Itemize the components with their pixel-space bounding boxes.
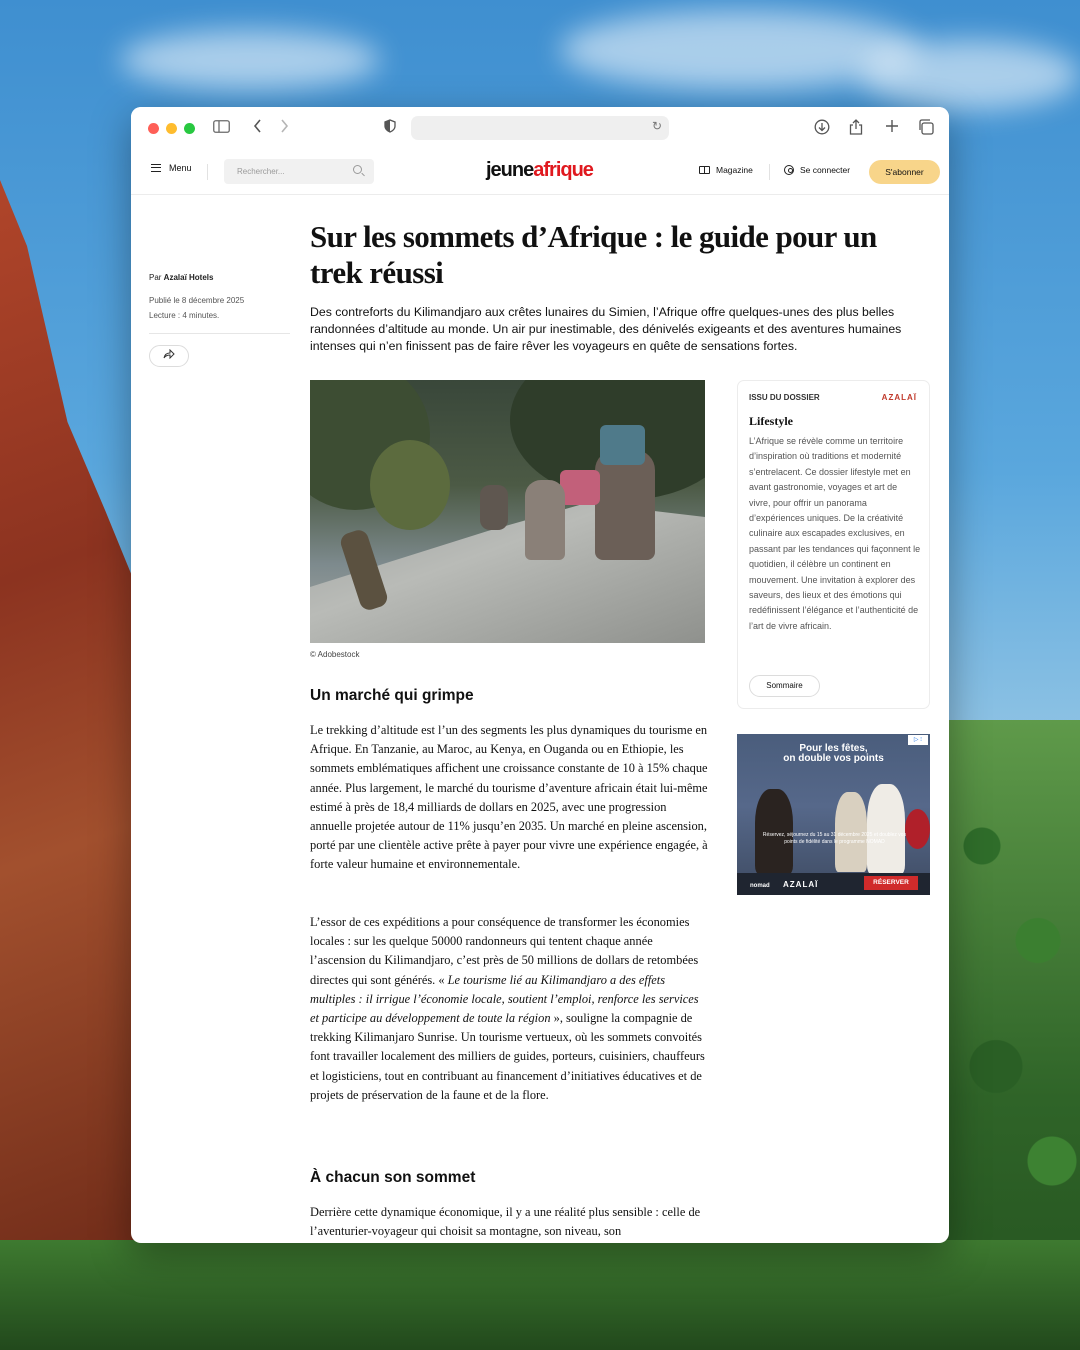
search-icon[interactable] xyxy=(353,165,362,174)
article-title: Sur les sommets d’Afrique : le guide pour un trek réussi xyxy=(310,219,877,290)
dossier-card xyxy=(737,380,930,709)
ad-nomad-logo: nomad xyxy=(750,883,770,889)
search-input[interactable] xyxy=(224,159,374,184)
browser-window xyxy=(131,107,949,1243)
image-mule xyxy=(480,485,508,530)
address-bar[interactable] xyxy=(411,116,669,140)
ad-headline xyxy=(737,744,930,764)
close-window-button[interactable] xyxy=(148,123,159,134)
hero-image xyxy=(310,380,705,643)
minimize-window-button[interactable] xyxy=(166,123,177,134)
article-paragraph: Le trekking d’altitude est l’un des segments les plus dynamiques du tourisme en Afrique. En Tanzanie, au Maroc, au Kenya, en Ouganda ou en Ethiopie, les sommets emblématiques affichent une croissance constante de 10 à 15% chaque année. Plus largement, le marché du tourisme d’aventure africain était lui-même estimé à près de 18,4 milliards de dollars en 2025, avec une progression annuelle projetée autour de 11% jusqu’en 2035. Un marché en pleine ascension, porté par une clientèle active prête à payer pour vivre une expérience engagée, à forte valeur humaine et environnementale. xyxy=(310,723,708,872)
maximize-window-button[interactable] xyxy=(184,123,195,134)
adchoices-icon[interactable]: ▷ ⁝ xyxy=(908,735,928,745)
header-divider xyxy=(769,164,770,180)
logo-part-jeune: jeune xyxy=(486,159,534,181)
privacy-shield-icon[interactable] xyxy=(384,119,396,137)
background-ground xyxy=(0,1240,1080,1350)
window-controls xyxy=(148,123,195,134)
site-header xyxy=(131,149,949,195)
article-paragraph xyxy=(310,913,710,1105)
ad-person xyxy=(867,784,905,874)
reading-time: Lecture : 4 minutes. xyxy=(149,311,220,320)
image-tree xyxy=(370,440,450,530)
background-cloud xyxy=(120,30,380,90)
author-prefix: Par xyxy=(149,273,164,282)
article-date: Publié le 8 décembre 2025 xyxy=(149,296,245,305)
article-paragraph: Derrière cette dynamique économique, il y a une réalité plus sensible : celle de l’aventurier-voyageur qui choisit sa montagne, son niveau, son xyxy=(310,1205,701,1239)
login-link[interactable] xyxy=(784,165,850,175)
article-lede: Des contreforts du Kilimandjaro aux crêtes lunaires du Simien, l’Afrique offre quelques-unes des plus belles randonnées d’altitude au monde. Un air pur inestimable, des dénivelés exigeants et des aventures humaines intenses qui n’en finissent pas de faire rêver les voyageurs en quête de sensations fortes. xyxy=(310,305,902,353)
sidebar-toggle-icon[interactable] xyxy=(213,119,230,137)
advertisement-banner[interactable] xyxy=(737,734,930,895)
section-heading: À chacun son sommet xyxy=(310,1169,476,1186)
logo-part-afrique: afrique xyxy=(533,159,593,181)
tab-overview-icon[interactable] xyxy=(918,119,934,139)
image-caption: © Adobestock xyxy=(310,650,360,659)
reload-icon[interactable]: ↻ xyxy=(651,119,662,133)
browser-toolbar xyxy=(131,107,949,149)
hamburger-icon xyxy=(151,164,161,172)
image-pack xyxy=(560,470,600,505)
ad-reserve-button[interactable]: RÉSERVER xyxy=(864,876,918,890)
sommaire-button[interactable]: Sommaire xyxy=(749,675,820,697)
ad-headline-line2: on double vos points xyxy=(783,753,884,764)
image-pack xyxy=(600,425,645,465)
share-button[interactable] xyxy=(149,345,189,367)
magazine-link[interactable] xyxy=(699,165,753,175)
dossier-title[interactable]: Lifestyle xyxy=(749,414,793,428)
dossier-brand-logo: AZALAÏ xyxy=(881,393,917,402)
paragraph-text: L’essor de ces expéditions a pour conséquence de transformer les économies locales : sur les quelque 50000 randonneurs qui tentent chaque année l’ascension du Kilimandjaro, c’est près de 50 millions de dollars de retombées directes qui sont générés. « xyxy=(310,915,699,987)
meta-divider xyxy=(149,333,290,334)
author-name[interactable]: Azalaï Hotels xyxy=(163,273,214,282)
site-logo[interactable] xyxy=(486,159,593,182)
background-red-rock xyxy=(0,180,150,1280)
dossier-description: L’Afrique se révèle comme un territoire d’inspiration où traditions et modernité s’entrelacent. Ce dossier lifestyle met en avant gastronomie, voyages et art de vivre, pour offrir un panorama d’expériences uniques. De la créativité culinaire aux escapades exclusives, en passant par les tendances qui façonnent le quotidien, il célèbre un continent en mouvement. Une invitation à explorer des saveurs, des lieux et des émotions qui redéfinissent l’élégance et l’authenticité de l’art de vivre africain. xyxy=(749,436,921,631)
background-cloud xyxy=(860,40,1080,110)
menu-button[interactable] xyxy=(151,163,192,173)
back-chevron-icon[interactable] xyxy=(253,119,262,137)
magazine-label: Magazine xyxy=(716,165,753,175)
ad-brand-logo: AZALAÏ xyxy=(783,880,819,889)
subscribe-button[interactable]: S'abonner xyxy=(869,160,940,184)
image-mule xyxy=(525,480,565,560)
image-mule xyxy=(595,450,655,560)
ad-subtext: Réservez, séjournez du 15 au 31 décembre 2025 et doublez vos points de fidélité dans le programme NOMAD xyxy=(762,832,907,845)
ad-footer xyxy=(737,873,930,895)
download-icon[interactable] xyxy=(814,119,830,139)
user-icon xyxy=(784,165,794,175)
forward-chevron-icon[interactable] xyxy=(280,119,289,137)
ad-headline-line1: Pour les fêtes, xyxy=(799,743,868,754)
share-icon[interactable] xyxy=(849,119,863,139)
login-label: Se connecter xyxy=(800,165,851,175)
menu-label: Menu xyxy=(169,163,192,173)
search-placeholder: Rechercher... xyxy=(237,167,285,176)
header-divider xyxy=(207,164,208,180)
share-arrow-icon xyxy=(163,349,175,359)
new-tab-icon[interactable] xyxy=(885,119,899,137)
dossier-label: ISSU DU DOSSIER xyxy=(749,393,820,402)
section-heading: Un marché qui grimpe xyxy=(310,687,474,704)
paragraph-text: », souligne la compagnie de trekking Kilimanjaro Sunrise. Un tourisme vertueux, où les sommets convoités font travailler localement des milliers de guides, porteurs, cuisiniers, chauffeurs et logisticiens, tout en contribuant au financement d’initiatives éducatives et de projets de préservation de la faune et de la flore. xyxy=(310,1011,705,1102)
quote-text: Le tourisme lié au Kilimandjaro a des effets multiples : il irrigue l’économie locale, soutient l’emploi, renforce les services et participe au développement de toute la région xyxy=(310,972,699,1026)
article-author xyxy=(149,273,213,282)
book-icon xyxy=(699,166,710,174)
